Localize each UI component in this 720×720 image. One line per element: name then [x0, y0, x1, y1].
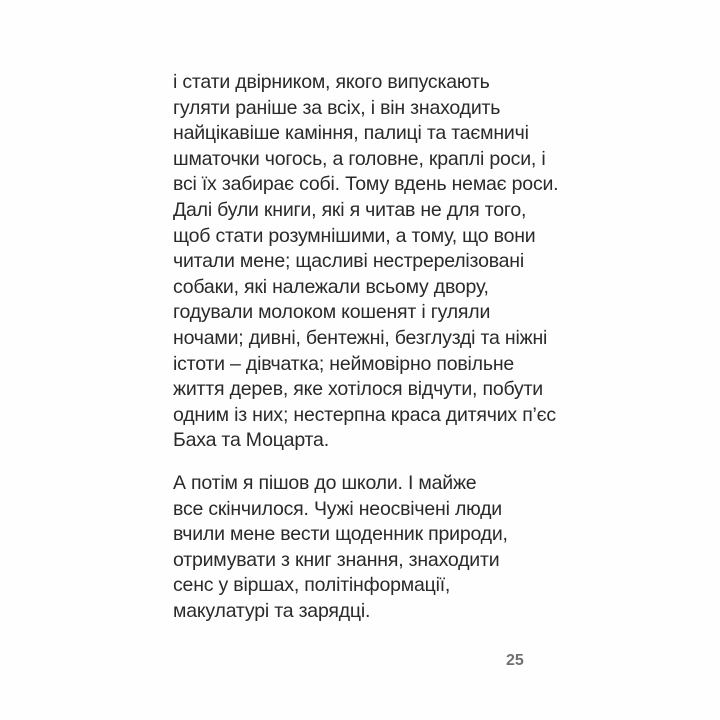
- text-line: істоти – дівчатка; неймовірно повільне: [173, 352, 515, 375]
- text-line: всі їх забирає собі. Тому вдень немає роси.: [173, 173, 559, 196]
- text-line: собаки, які належали всьому двору,: [173, 275, 489, 298]
- text-line: найцікавіше каміння, палиці та таємничі: [173, 122, 529, 145]
- text-line: отримувати з книг знання, знаходити: [173, 548, 500, 571]
- text-line: А потім я пішов до школи. І майже: [173, 472, 477, 494]
- text-line: макулатурі та зарядці.: [173, 599, 371, 622]
- text-line: щоб стати розумнішими, а тому, що вони: [173, 224, 536, 247]
- text-line: все скінчилося. Чужі неосвічені люди: [173, 497, 503, 520]
- paragraph-1: [173, 70, 558, 454]
- page-number: 25: [506, 652, 524, 669]
- text-line: і стати двірником, якого випускають: [173, 71, 490, 93]
- text-line: гуляти раніше за всіх, і він знаходить: [173, 96, 501, 119]
- text-line: ночами; дивні, бентежні, безглузді та ніжні: [173, 326, 548, 349]
- text-line: сенс у віршах, політінформації,: [173, 574, 451, 597]
- text-line: одним із них; нестерпна краса дитячих п’єс: [173, 403, 556, 426]
- text-line: вчили мене вести щоденник природи,: [173, 523, 508, 546]
- text-line: годували молоком кошенят і гуляли: [173, 301, 491, 324]
- text-line: Баха та Моцарта.: [173, 429, 329, 452]
- text-line: Далі були книги, які я читав не для того,: [173, 198, 527, 221]
- text-line: читали мене; щасливі нестререлізовані: [173, 250, 525, 273]
- text-line: життя дерев, яке хотілося відчути, побути: [173, 378, 543, 401]
- paragraph-2: [173, 471, 508, 625]
- text-line: шматочки чогось, а головне, краплі роси, і: [173, 147, 546, 170]
